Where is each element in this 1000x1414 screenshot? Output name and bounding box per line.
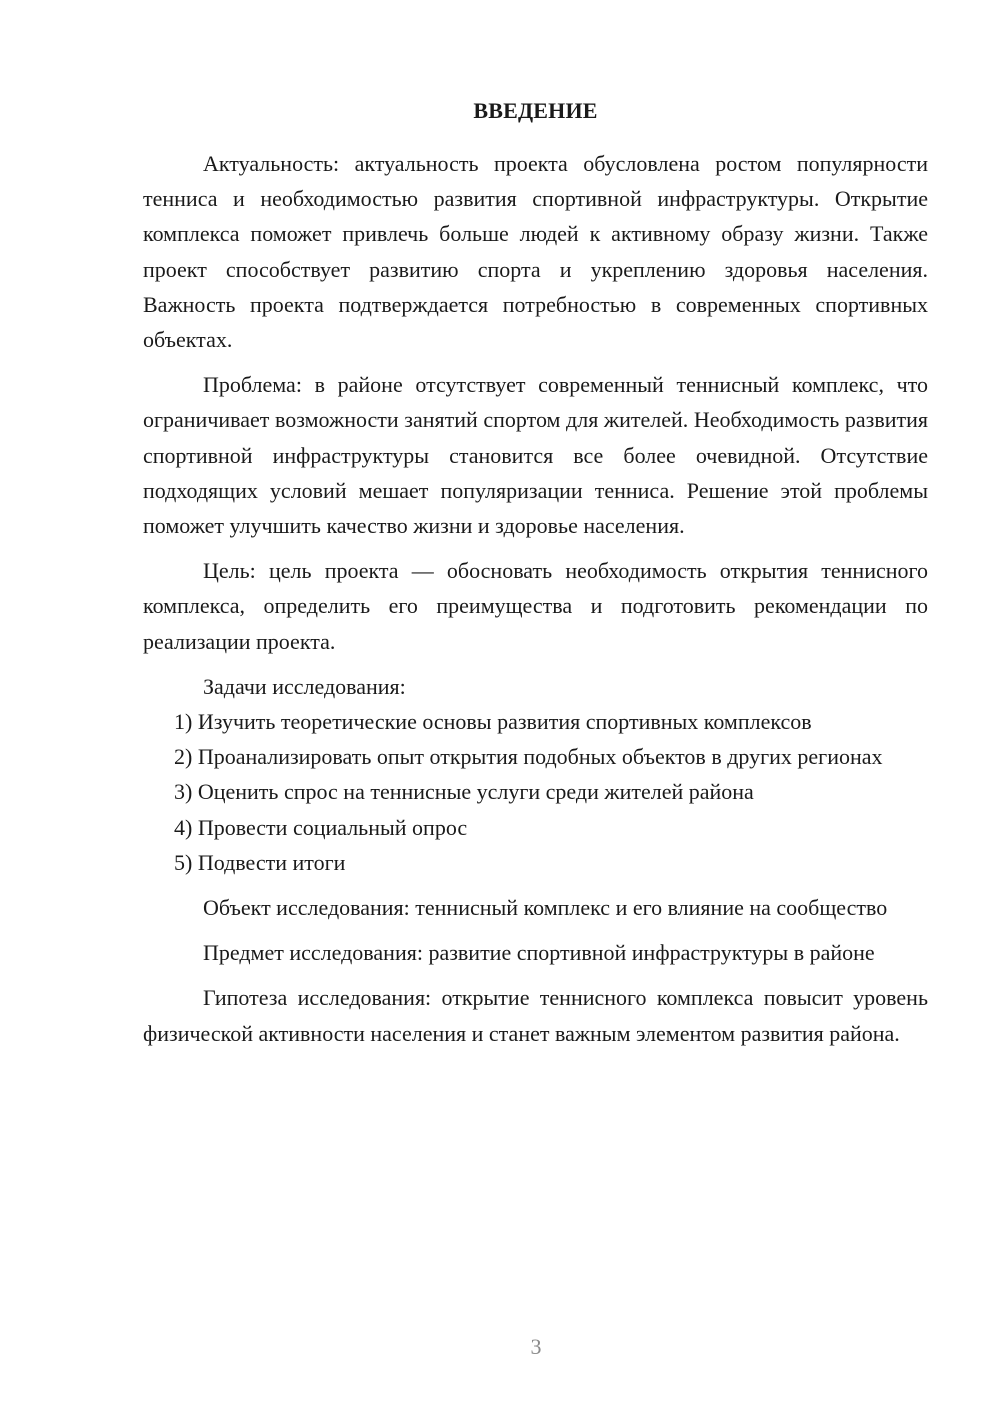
task-item-1: 1) Изучить теоретические основы развития спортивных комплексов <box>174 709 812 735</box>
document-page <box>143 96 928 1051</box>
hypothesis-paragraph: Гипотеза исследования: открытие теннисного комплекса повысит уровень физической активности населения и станет важным элементом развития района. <box>143 985 928 1046</box>
page-number: 3 <box>530 1334 542 1359</box>
section-title: ВВЕДЕНИЕ <box>473 98 598 123</box>
task-item-4: 4) Провести социальный опрос <box>174 814 468 840</box>
task-item-2: 2) Проанализировать опыт открытия подобных объектов в других регионах <box>174 744 883 770</box>
task-item-5: 5) Подвести итоги <box>174 849 346 875</box>
tasks-heading: Задачи исследования: <box>203 673 406 699</box>
subject-paragraph: Предмет исследования: развитие спортивной инфраструктуры в районе <box>203 940 875 966</box>
object-paragraph: Объект исследования: теннисный комплекс и его влияние на сообщество <box>203 895 888 921</box>
problem-paragraph: Проблема: в районе отсутствует современный теннисный комплекс, что ограничивает возможности занятий спортом для жителей. Необходимость развития спортивной инфраструктуры становится все более очевидной. Отсутствие подходящих условий мешает популяризации тенниса. Решение этой проблемы поможет улучшить качество жизни и здоровье населения. <box>143 372 928 539</box>
relevance-paragraph: Актуальность: актуальность проекта обусловлена ростом популярности тенниса и необходимостью развития спортивной инфраструктуры. Открытие комплекса поможет привлечь больше людей к активному образу жизни. Также проект способствует развитию спорта и укреплению здоровья населения. Важность проекта подтверждается потребностью в современных спортивных объектах. <box>143 151 928 353</box>
task-item-3: 3) Оценить спрос на теннисные услуги среди жителей района <box>174 779 754 805</box>
goal-paragraph: Цель: цель проекта — обосновать необходимость открытия теннисного комплекса, определить его преимущества и подготовить рекомендации по реализации проекта. <box>143 558 928 654</box>
